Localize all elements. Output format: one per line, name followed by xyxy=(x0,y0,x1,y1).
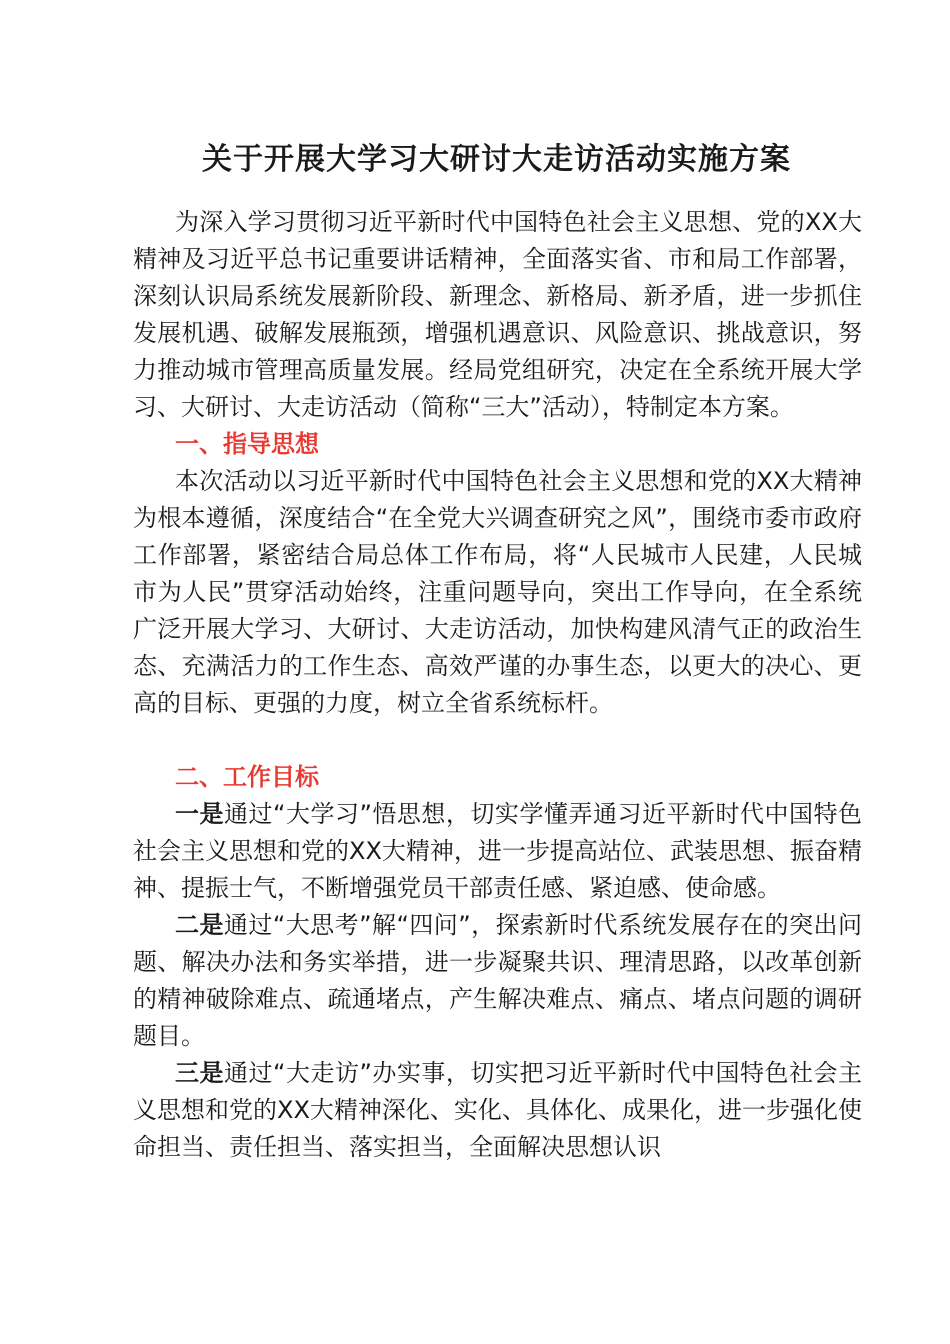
goal-text-three: 通过“大走访”办实事，切实把习近平新时代中国特色社会主义思想和党的XX大精神深化、实化、具体化、成果化，进一步强化使命担当、责任担当、落实担当，全面解决思想认识 xyxy=(133,1059,862,1161)
goal-lead-three: 三是 xyxy=(175,1059,225,1087)
section-heading-guiding-ideology: 一、指导思想 xyxy=(175,430,319,458)
section-heading-work-goals: 二、工作目标 xyxy=(175,763,319,791)
goal-item-one xyxy=(133,796,862,907)
goal-lead-one: 一是 xyxy=(175,800,225,828)
goal-lead-two: 二是 xyxy=(175,911,224,939)
guiding-ideology-paragraph: 本次活动以习近平新时代中国特色社会主义思想和党的XX大精神为根本遵循，深度结合“在全党大兴调查研究之风”，围绕市委市政府工作部署，紧密结合局总体工作布局，将“人民城市人民建，人民城市为人民”贯穿活动始终，注重问题导向，突出工作导向，在全系统广泛开展大学习、大研讨、大走访活动，加快构建风清气正的政治生态、充满活力的工作生态、高效严谨的办事生态，以更大的决心、更高的目标、更强的力度，树立全省系统标杆。 xyxy=(133,467,862,717)
document-title: 关于开展大学习大研讨大走访活动实施方案 xyxy=(202,142,791,177)
goal-text-two: 通过“大思考”解“四问”，探索新时代系统发展存在的突出问题、解决办法和务实举措，进一步凝聚共识、理清思路，以改革创新的精神破除难点、疏通堵点，产生解决难点、痛点、堵点问题的调研题目。 xyxy=(133,911,863,1050)
intro-paragraph: 为深入学习贯彻习近平新时代中国特色社会主义思想、党的XX大精神及习近平总书记重要讲话精神，全面落实省、市和局工作部署，深刻认识局系统发展新阶段、新理念、新格局、新矛盾，进一步抓住发展机遇、破解发展瓶颈，增强机遇意识、风险意识、挑战意识，努力推动城市管理高质量发展。经局党组研究，决定在全系统开展大学习、大研讨、大走访活动（简称“三大”活动），特制定本方案。 xyxy=(133,208,862,421)
goal-text-one: 通过“大学习”悟思想，切实学懂弄通习近平新时代中国特色社会主义思想和党的XX大精神，进一步提高站位、武装思想、振奋精神、提振士气，不断增强党员干部责任感、紧迫感、使命感。 xyxy=(133,800,862,902)
goal-item-three xyxy=(133,1055,862,1166)
goal-item-two xyxy=(133,907,862,1055)
